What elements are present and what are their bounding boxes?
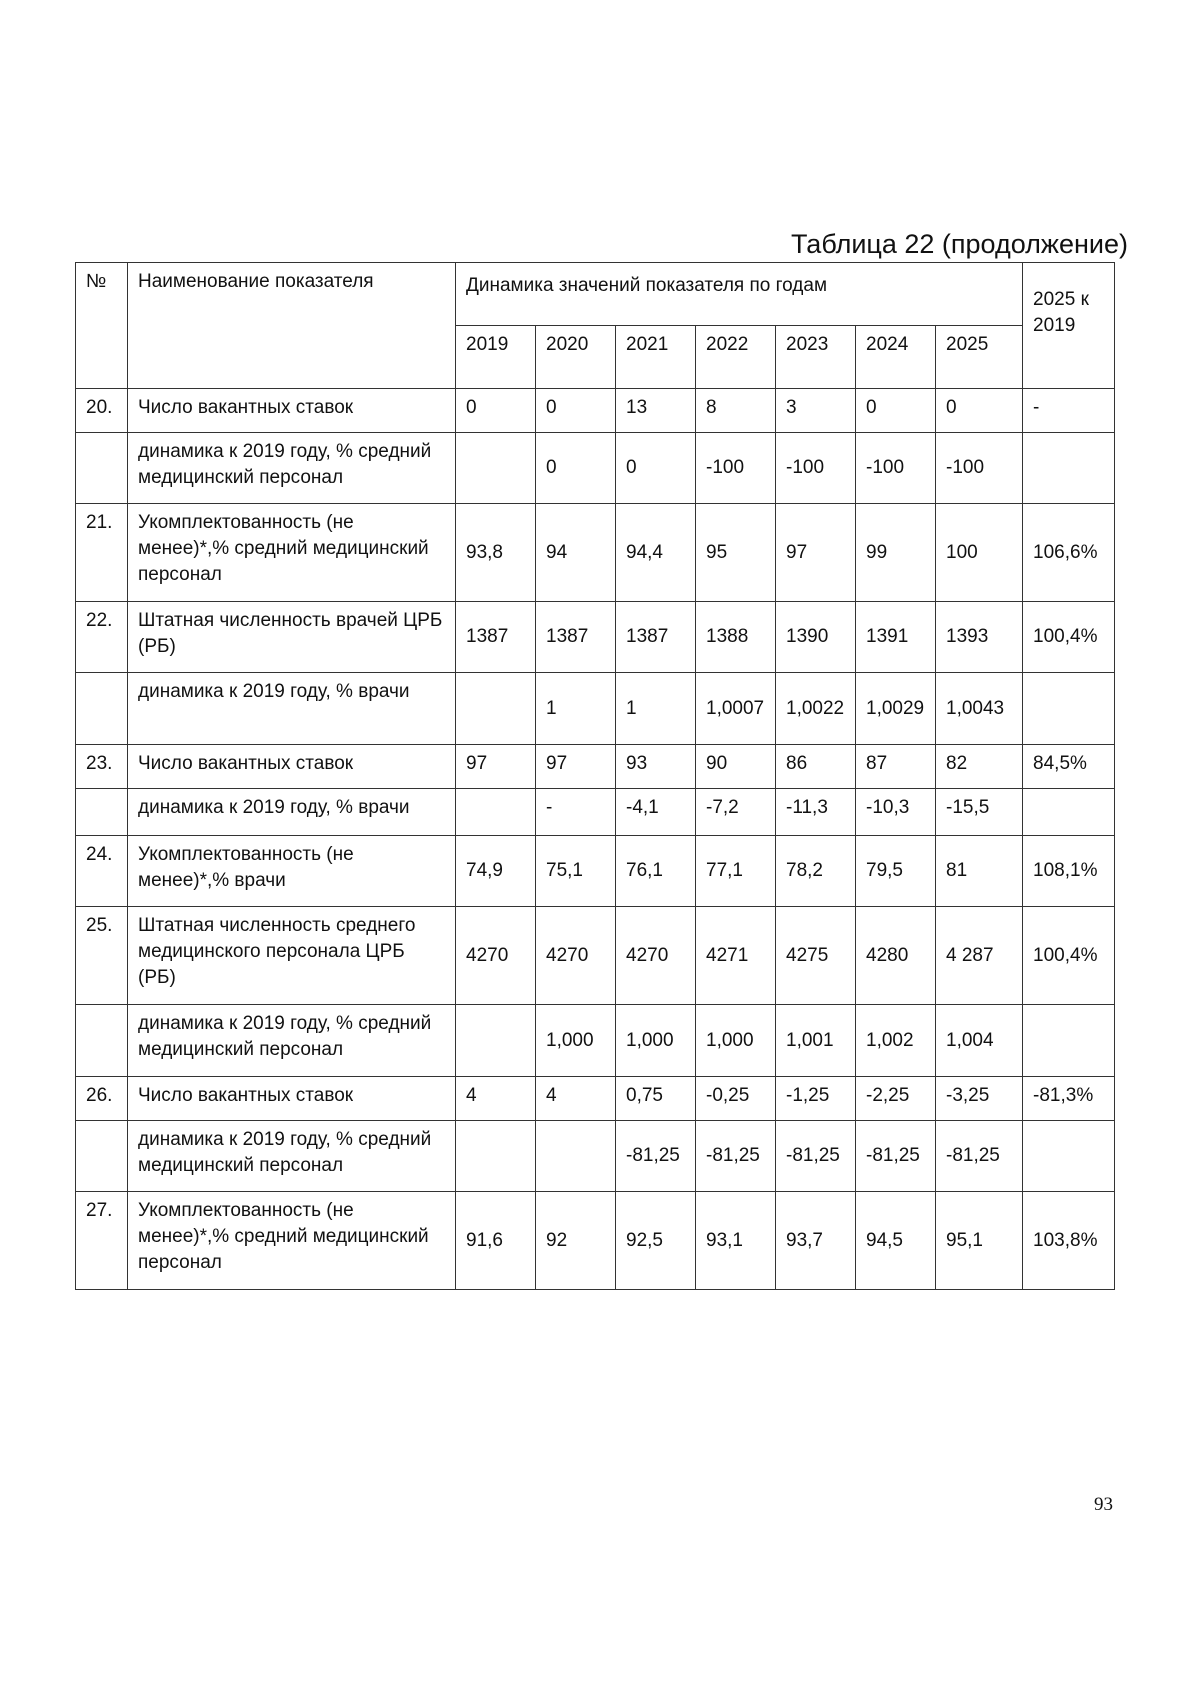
table-row <box>76 504 1115 602</box>
value-cell: -3,25 <box>936 1077 1023 1121</box>
value-cell: 1 <box>536 673 616 745</box>
value-cell: -100 <box>936 433 1023 504</box>
row-indicator-name: Число вакантных ставок <box>128 389 456 433</box>
value-cell: -1,25 <box>776 1077 856 1121</box>
value-cell: -11,3 <box>776 789 856 836</box>
year-2021: 2021 <box>616 326 696 389</box>
value-cell: 86 <box>776 745 856 789</box>
table-row <box>76 602 1115 673</box>
page-number: 93 <box>1094 1494 1113 1515</box>
row-indicator-name: Укомплектованность (не менее)*,% средний медицинский персонал <box>128 504 456 602</box>
value-cell: 1388 <box>696 602 776 673</box>
value-cell: 4271 <box>696 907 776 1005</box>
value-cell: 1390 <box>776 602 856 673</box>
ratio-cell: 84,5% <box>1023 745 1115 789</box>
value-cell <box>456 433 536 504</box>
ratio-cell: 103,8% <box>1023 1192 1115 1290</box>
value-cell: 4 <box>536 1077 616 1121</box>
value-cell: -10,3 <box>856 789 936 836</box>
ratio-cell: 106,6% <box>1023 504 1115 602</box>
value-cell: 1,001 <box>776 1005 856 1077</box>
header-ratio: 2025 к 2019 <box>1023 263 1115 389</box>
header-indicator-name: Наименование показателя <box>128 263 456 389</box>
value-cell: 4 287 <box>936 907 1023 1005</box>
value-cell: 79,5 <box>856 836 936 907</box>
value-cell: 78,2 <box>776 836 856 907</box>
value-cell: 90 <box>696 745 776 789</box>
table-body <box>76 389 1115 1290</box>
row-number <box>76 1005 128 1077</box>
value-cell: 4280 <box>856 907 936 1005</box>
value-cell: -0,25 <box>696 1077 776 1121</box>
value-cell: 3 <box>776 389 856 433</box>
value-cell: 99 <box>856 504 936 602</box>
value-cell: 4275 <box>776 907 856 1005</box>
value-cell: -15,5 <box>936 789 1023 836</box>
value-cell: 1393 <box>936 602 1023 673</box>
row-indicator-name: Число вакантных ставок <box>128 1077 456 1121</box>
year-2020: 2020 <box>536 326 616 389</box>
year-2019: 2019 <box>456 326 536 389</box>
value-cell: -100 <box>776 433 856 504</box>
value-cell: -81,25 <box>936 1121 1023 1192</box>
table-caption: Таблица 22 (продолжение) <box>791 229 1128 259</box>
value-cell: 1387 <box>456 602 536 673</box>
value-cell: 1 <box>616 673 696 745</box>
value-cell: 91,6 <box>456 1192 536 1290</box>
value-cell: 0 <box>536 389 616 433</box>
ratio-cell: -81,3% <box>1023 1077 1115 1121</box>
value-cell: -7,2 <box>696 789 776 836</box>
ratio-cell: 100,4% <box>1023 602 1115 673</box>
value-cell: 13 <box>616 389 696 433</box>
value-cell: -81,25 <box>616 1121 696 1192</box>
value-cell: 0,75 <box>616 1077 696 1121</box>
value-cell <box>456 1121 536 1192</box>
table-row <box>76 789 1115 836</box>
table-row <box>76 1192 1115 1290</box>
ratio-cell <box>1023 1005 1115 1077</box>
value-cell: -2,25 <box>856 1077 936 1121</box>
value-cell: 1,004 <box>936 1005 1023 1077</box>
value-cell: -100 <box>696 433 776 504</box>
year-2024: 2024 <box>856 326 936 389</box>
value-cell: 77,1 <box>696 836 776 907</box>
row-indicator-name: Штатная численность среднего медицинского персонала ЦРБ (РБ) <box>128 907 456 1005</box>
row-number <box>76 673 128 745</box>
header-row <box>76 263 1115 326</box>
value-cell: 1387 <box>536 602 616 673</box>
value-cell: 75,1 <box>536 836 616 907</box>
year-2025: 2025 <box>936 326 1023 389</box>
ratio-cell <box>1023 673 1115 745</box>
value-cell: 95 <box>696 504 776 602</box>
row-number: 20. <box>76 389 128 433</box>
value-cell: 1,0043 <box>936 673 1023 745</box>
value-cell: 81 <box>936 836 1023 907</box>
row-indicator-name: Число вакантных ставок <box>128 745 456 789</box>
value-cell: 92 <box>536 1192 616 1290</box>
value-cell: 1,000 <box>536 1005 616 1077</box>
value-cell: 76,1 <box>616 836 696 907</box>
row-number: 22. <box>76 602 128 673</box>
value-cell: 92,5 <box>616 1192 696 1290</box>
value-cell: 93 <box>616 745 696 789</box>
value-cell: -100 <box>856 433 936 504</box>
row-number <box>76 433 128 504</box>
value-cell: 1,000 <box>616 1005 696 1077</box>
value-cell: 0 <box>536 433 616 504</box>
value-cell <box>456 1005 536 1077</box>
value-cell <box>456 673 536 745</box>
table-row <box>76 836 1115 907</box>
ratio-cell <box>1023 433 1115 504</box>
indicator-table <box>75 262 1115 1290</box>
year-2022: 2022 <box>696 326 776 389</box>
value-cell: 95,1 <box>936 1192 1023 1290</box>
row-indicator-name: динамика к 2019 году, % врачи <box>128 673 456 745</box>
row-indicator-name: динамика к 2019 году, % врачи <box>128 789 456 836</box>
value-cell: 1,002 <box>856 1005 936 1077</box>
value-cell: 8 <box>696 389 776 433</box>
value-cell: -81,25 <box>776 1121 856 1192</box>
table-row <box>76 1005 1115 1077</box>
ratio-cell: 108,1% <box>1023 836 1115 907</box>
row-indicator-name: динамика к 2019 году, % средний медицинский персонал <box>128 1121 456 1192</box>
value-cell: 94,4 <box>616 504 696 602</box>
ratio-cell <box>1023 1121 1115 1192</box>
table-row <box>76 673 1115 745</box>
table-row <box>76 907 1115 1005</box>
value-cell: 100 <box>936 504 1023 602</box>
ratio-cell <box>1023 789 1115 836</box>
row-number: 21. <box>76 504 128 602</box>
value-cell: 74,9 <box>456 836 536 907</box>
row-indicator-name: Укомплектованность (не менее)*,% врачи <box>128 836 456 907</box>
row-indicator-name: Укомплектованность (не менее)*,% средний медицинский персонал <box>128 1192 456 1290</box>
row-number: 25. <box>76 907 128 1005</box>
table-row <box>76 745 1115 789</box>
value-cell: 94 <box>536 504 616 602</box>
value-cell: - <box>536 789 616 836</box>
value-cell: 4270 <box>616 907 696 1005</box>
value-cell: 0 <box>856 389 936 433</box>
value-cell: 93,7 <box>776 1192 856 1290</box>
value-cell: 1,0029 <box>856 673 936 745</box>
value-cell: 4270 <box>456 907 536 1005</box>
ratio-cell: - <box>1023 389 1115 433</box>
row-indicator-name: динамика к 2019 году, % средний медицинский персонал <box>128 433 456 504</box>
value-cell: 93,1 <box>696 1192 776 1290</box>
value-cell <box>456 789 536 836</box>
row-number <box>76 789 128 836</box>
value-cell <box>536 1121 616 1192</box>
value-cell: 82 <box>936 745 1023 789</box>
row-number: 23. <box>76 745 128 789</box>
value-cell: 94,5 <box>856 1192 936 1290</box>
value-cell: -4,1 <box>616 789 696 836</box>
ratio-cell: 100,4% <box>1023 907 1115 1005</box>
year-2023: 2023 <box>776 326 856 389</box>
row-number: 27. <box>76 1192 128 1290</box>
header-dynamics: Динамика значений показателя по годам <box>456 263 1023 326</box>
value-cell: 1391 <box>856 602 936 673</box>
value-cell: 1,000 <box>696 1005 776 1077</box>
value-cell: 93,8 <box>456 504 536 602</box>
value-cell: -81,25 <box>856 1121 936 1192</box>
row-indicator-name: Штатная численность врачей ЦРБ (РБ) <box>128 602 456 673</box>
value-cell: -81,25 <box>696 1121 776 1192</box>
header-number: № <box>76 263 128 389</box>
table-row <box>76 389 1115 433</box>
value-cell: 97 <box>456 745 536 789</box>
value-cell: 0 <box>936 389 1023 433</box>
row-indicator-name: динамика к 2019 году, % средний медицинский персонал <box>128 1005 456 1077</box>
table-row <box>76 1077 1115 1121</box>
value-cell: 1387 <box>616 602 696 673</box>
row-number: 24. <box>76 836 128 907</box>
table-row <box>76 433 1115 504</box>
row-number <box>76 1121 128 1192</box>
value-cell: 87 <box>856 745 936 789</box>
row-number: 26. <box>76 1077 128 1121</box>
value-cell: 1,0007 <box>696 673 776 745</box>
value-cell: 1,0022 <box>776 673 856 745</box>
value-cell: 0 <box>456 389 536 433</box>
value-cell: 4270 <box>536 907 616 1005</box>
value-cell: 97 <box>776 504 856 602</box>
value-cell: 97 <box>536 745 616 789</box>
table-row <box>76 1121 1115 1192</box>
value-cell: 0 <box>616 433 696 504</box>
value-cell: 4 <box>456 1077 536 1121</box>
